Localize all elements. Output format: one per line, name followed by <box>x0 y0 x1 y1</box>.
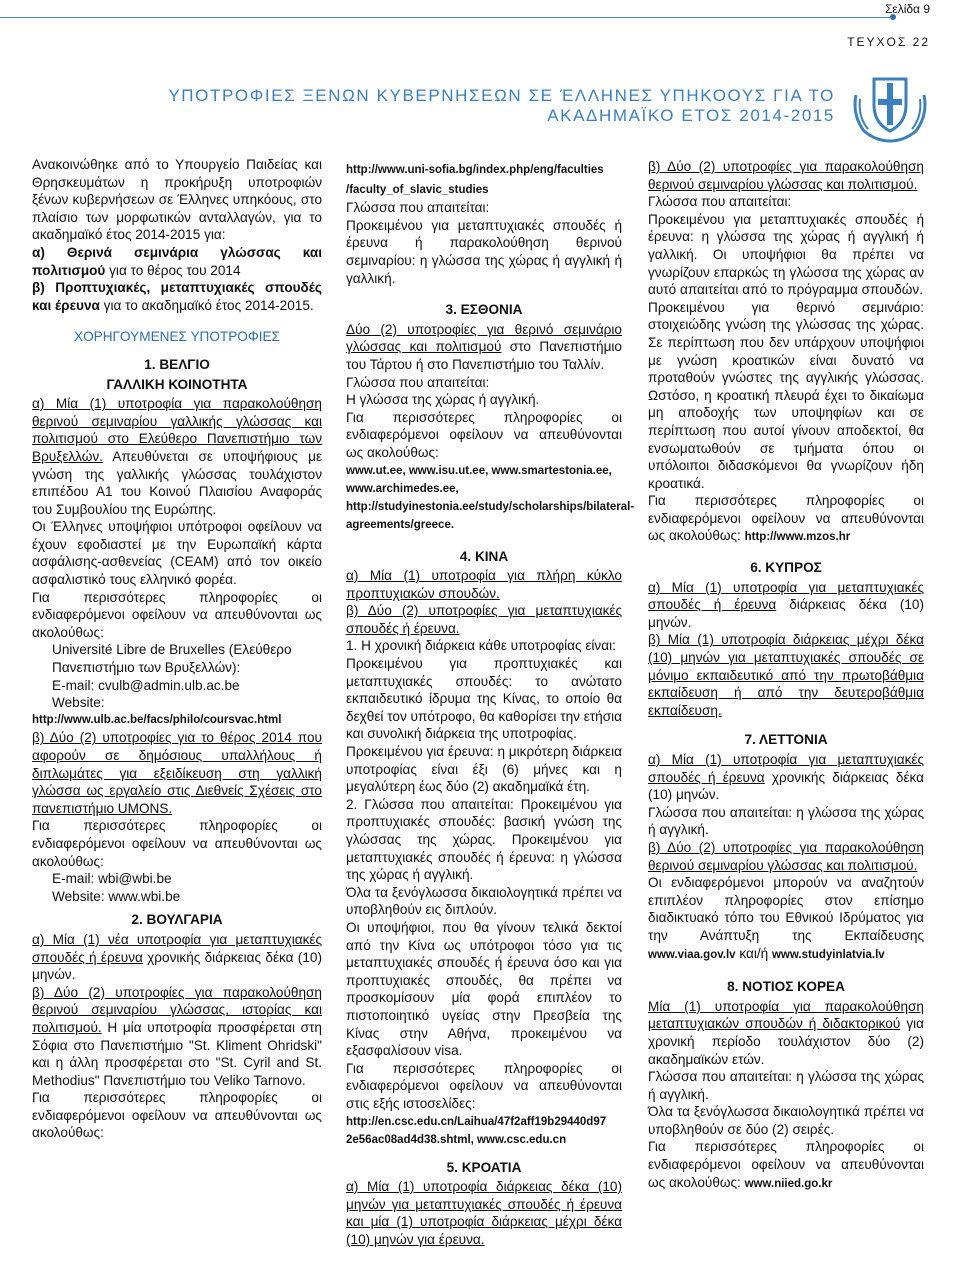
estonia-lang-label: Γλώσσα που απαιτείται: <box>346 374 490 390</box>
page-title-line2: ΑΚΑΔΗΜΑΪΚΟ ΕΤΟΣ 2014-2015 <box>547 106 835 125</box>
section-subtitle-french-community: ΓΑΛΛΙΚΗ ΚΟΙΝΟΤΗΤΑ <box>106 376 248 392</box>
china-paragraph-1: 1. Η χρονική διάρκεια κάθε υποτροφίας είναι: <box>346 638 616 654</box>
china-paragraph-3: Προκειμένου για έρευνα: η μικρότερη διάρκεια υποτροφίας είναι έξι (6) μήνες και η μεγαλύτερη έως δύο (2) ακαδημαϊκά έτη. <box>346 744 622 795</box>
section-title-estonia: 3. ΕΣΘΟΝΙΑ <box>445 302 523 318</box>
latvia-url-1[interactable]: www.viaa.gov.lv <box>648 948 736 961</box>
croatia-paragraph-3: Για περισσότερες πληροφορίες οι ενδιαφερόμενοι οφείλουν να απευθύνονται ως ακολούθως: http://www.mzos.hr <box>648 493 924 544</box>
croatia-item-a: α) Μία (1) υποτροφία διάρκειας δέκα (10) μηνών για μεταπτυχιακές σπουδές ή έρευνα και μία (1) υποτροφία διάρκειας μέχρι δέκα (10) μηνών για έρευνα. <box>346 1179 622 1247</box>
estonia-urls[interactable]: www.ut.ee, www.isu.ut.ee, www.smartestonia.ee, www.archimedes.ee, http://studyinestonia.ee/study/scholarships/bilateral-agreements/greece. <box>346 464 635 531</box>
sofia-url-1[interactable]: http://www.uni-sofia.bg/index.php/eng/faculties <box>346 164 604 176</box>
section-title-bulgaria: 2. ΒΟΥΛΓΑΡΙΑ <box>131 912 223 928</box>
estonia-more-info: Για περισσότερες πληροφορίες οι ενδιαφερόμενοι οφείλουν να απευθύνονται ως ακολούθως: <box>346 409 622 460</box>
page-title-line1: ΥΠΟΤΡΟΦΙΕΣ ΞΕΝΩΝ ΚΥΒΕΡΝΗΣΕΩΝ ΣΕ ΈΛΛΗΝΕΣ ΥΠΗΚΟΟΥΣ ΓΙΑ ΤΟ <box>168 86 835 105</box>
belgium-contact-university: Université Libre de Bruxelles (Ελεύθερο Πανεπιστήμιο των Βρυξελλών): <box>52 642 292 676</box>
section-title-china: 4. ΚΙΝΑ <box>459 548 509 564</box>
belgium-contact-website-2: Website: www.wbi.be <box>52 888 181 904</box>
croatia-lang-label: Γλώσσα που απαιτείται: <box>648 194 792 210</box>
intro-text: Ανακοινώθηκε από το Υπουργείο Παιδείας και Θρησκευμάτων η προκήρυξη υποτροφιών ξένων κυβερνήσεων σε Έλληνες υπηκόους, στο πλαίσιο των μορφωτικών ανταλλαγών, για το ακαδημαϊκό έτος 2014-2015 για: <box>32 157 322 243</box>
china-urls[interactable]: http://en.csc.edu.cn/Laihua/47f2aff19b29440d97 2e56ac08ad4d38.shtml, www.csc.edu.cn <box>346 1115 607 1146</box>
china-item-a: α) Μία (1) υποτροφία για πλήρη κύκλο προπτυχιακών σπουδών. <box>346 568 622 601</box>
section-title-cyprus: 6. ΚΥΠΡΟΣ <box>750 560 822 576</box>
bulgaria-item-a: α) Μία (1) νέα υποτροφία για μεταπτυχιακές σπουδές ή έρευνα χρονικής διάρκειας δέκα (10) μηνών. <box>32 931 322 983</box>
croatia-paragraph-2: Προκειμένου για θερινό σεμινάριο: στοιχειώδης γνώση της γλώσσας της χώρας. Σε περίπτωση που δεν υπάρχουν υποψήφιοι με γνώση κροατικών είναι δυνατό να προταθούν γνώστες της αγγλικής γλώσσας. Ωστόσο, η κροατική πλευρά έχει το δικαίωμα μη αποδοχής των υποψηφίων και σε περίπτωση που αυτοί γίνουν αποδεκτοί, θα ενσωματωθούν σε τμήματα όπου οι υπόλοιποι διδασκόμενοι θα γνωρίζουν ήδη κροατικά. <box>648 299 924 491</box>
china-paragraph-7: Για περισσότερες πληροφορίες οι ενδιαφερόμενοι οφείλουν να απευθύνονται στις εξής ιστοσελίδες: <box>346 1060 622 1111</box>
sofia-url-2[interactable]: /faculty_of_slavic_studies <box>346 183 489 196</box>
section-title-croatia: 5. ΚΡΟΑΤΙΑ <box>446 1159 522 1175</box>
cyprus-item-b: β) Μία (1) υποτροφία διάρκειας μέχρι δέκα (10) μηνών για μεταπτυχιακές σπουδές σε μόνιμο εκπαιδευτικό από την πρωτοβάθμια εκπαίδευση ή από την δευτεροβάθμια εκπαίδευση. <box>648 632 924 718</box>
belgium-contact-email: E-mail: cvulb@admin.ulb.ac.be <box>52 677 240 693</box>
korea-paragraph-2: Για περισσότερες πληροφορίες οι ενδιαφερόμενοι οφείλουν να απευθύνονται ως ακολούθως: www.niied.go.kr <box>648 1139 924 1190</box>
china-paragraph-4: 2. Γλώσσα που απαιτείται: Προκειμένου για προπτυχιακές σπουδές: βασική γνώση της γλώσσας της χώρας. Προκειμένου για μεταπτυχιακές σπουδές ή έρευνα: η γλώσσα της χώρας ή αγγλική. <box>346 796 622 883</box>
bulgaria-item-b: β) Δύο (2) υποτροφίες για παρακολούθηση θερινού σεμιναρίου γλώσσας, ιστορίας και πολιτισμού. Η μία υποτροφία προσφέρεται στη Σόφια στο Πανεπιστήμιο "St. Kliment Ohridski" και η άλλη προσφέρεται στο "St. Cyril and St. Methodius" Πανεπιστήμιο του Veliko Tarnovo. <box>32 984 322 1088</box>
column-1 <box>32 156 322 1142</box>
croatia-item-b: β) Δύο (2) υποτροφίες για παρακολούθηση θερινού σεμιναρίου γλώσσας και πολιτισμού. <box>648 159 924 192</box>
lang-required-label: Γλώσσα που απαιτείται: <box>346 200 490 216</box>
section-title-south-korea: 8. ΝΟΤΙΟΣ ΚΟΡΕΑ <box>727 979 845 995</box>
intro-item-a: α) Θερινά σεμινάρια γλώσσας και πολιτισμού για το θέρος του 2014 <box>32 244 322 278</box>
column-2 <box>346 162 635 1248</box>
bulgaria-paragraph: Για περισσότερες πληροφορίες οι ενδιαφερόμενοι οφείλουν να απευθύνονται ως ακολούθως: <box>32 1090 322 1141</box>
estonia-item: Δύο (2) υποτροφίες για θερινό σεμινάριο γλώσσας και πολιτισμού στο Πανεπιστήμιο του Τάρτου ή στο Πανεπιστήμιο του Ταλλίν. <box>346 321 622 372</box>
belgium-item-a: α) Μία (1) υποτροφία για παρακολούθηση θερινού σεμιναρίου γαλλικής γλώσσας και πολιτισμού στο Ελεύθερο Πανεπιστήμιο των Βρυξελλών. Απευθύνεται σε υποψήφιους με γνώση της γαλλικής γλώσσας τουλάχιστον επιπέδου Α1 του Κοινού Πλαισίου Αναφοράς του Συμβουλίου της Ευρώπης. <box>32 396 322 517</box>
belgium-item-b: β) Δύο (2) υποτροφίες για το θέρος 2014 που αφορούν σε δημόσιους υπαλλήλους ή διπλωμάτες για εξειδίκευση στη γαλλική γλώσσα ως εργαλείο στις Διεθνείς Σχέσεις στο πανεπιστήμιο UMONS. <box>32 730 322 816</box>
china-paragraph-6: Οι υποψήφιοι, που θα γίνουν τελικά δεκτοί από την Κίνα ως υπότροφοι τόσο για τις μεταπτυχιακές σπουδές ή έρευνα όσο και για προπτυχιακές σπουδές, θα πρέπει να προσκομίσουν μία φορά επιπλέον το πιστοποιητικό υγείας στην Πρεσβεία της Κίνας στην Αθήνα, προκειμένου να εξασφαλίσουν visa. <box>346 919 622 1059</box>
korea-item: Μία (1) υποτροφία για παρακολούθηση μεταπτυχιακών σπουδών ή διδακτορικού για χρονική περίοδο τουλάχιστον δύο (2) ακαδημαϊκών ετών. <box>648 998 925 1067</box>
korea-url[interactable]: www.niied.go.kr <box>744 1177 833 1190</box>
belgium-paragraph-3: Για περισσότερες πληροφορίες οι ενδιαφερόμενοι οφείλουν να απευθύνονται ως ακολούθως: <box>32 589 322 640</box>
china-paragraph-2: Προκειμένου για προπτυχιακές και μεταπτυχιακές σπουδές: το ανώτατο εκπαιδευτικό ίδρυμα της Κίνας, το οποίο θα δεχθεί τον υπότροφο, θα καθορίσει την ετήσια και συνολική διάρκεια της υποτροφίας. <box>346 656 622 742</box>
china-item-b: β) Δύο (2) υποτροφίες για μεταπτυχιακές σπουδές ή έρευνα. <box>346 603 622 636</box>
latvia-url-2[interactable]: www.studyinlatvia.lv <box>771 948 885 961</box>
header-rule <box>0 0 960 20</box>
belgium-contact-website-link[interactable]: http://www.ulb.ac.be/facs/philo/coursvac.html <box>32 713 282 726</box>
section-title-latvia: 7. ΛΕΤΤΟΝΙΑ <box>744 732 828 748</box>
belgium-paragraph-2: Οι Έλληνες υποψήφιοι υπότροφοι οφείλουν να έχουν εφοδιαστεί με την Ευρωπαϊκή κάρτα ασφάλισης-ασθενείας (CEAM) από τον οικείο ασφαλιστικό τους ελληνικό φορέα. <box>32 519 322 588</box>
croatia-paragraph-1: Προκειμένου για μεταπτυχιακές σπουδές ή έρευνα: η γλώσσα της χώρας ή αγγλική ή γαλλική. Οι υποψήφιοι θα πρέπει να γνωρίζουν επαρκώς τη γλώσσα της χώρας αν αυτό απαιτείται από το πρόγραμμα σπουδών. <box>648 211 924 298</box>
cyprus-item-a: α) Μία (1) υποτροφία για μεταπτυχιακές σπουδές ή έρευνα διάρκειας δέκα (10) μηνών. <box>648 579 924 630</box>
section-title-belgium: 1. ΒΕΛΓΙΟ <box>144 356 210 372</box>
scholarships-heading: ΧΟΡΗΓΟΥΜΕΝΕΣ ΥΠΟΤΡΟΦΙΕΣ <box>74 329 280 345</box>
latvia-language: Γλώσσα που απαιτείται: η γλώσσα της χώρας ή αγγλική. <box>648 804 924 838</box>
greek-emblem-icon <box>850 75 930 143</box>
page-label: Σελίδα 9 <box>884 2 930 16</box>
korea-paragraph-1: Όλα τα ξενόγλωσσα δικαιολογητικά πρέπει να υποβληθούν σε δύο (2) σειρές. <box>648 1104 924 1137</box>
bulgaria-language: Προκειμένου για μεταπτυχιακές σπουδές ή έρευνα ή παρακολούθηση θερινού σεμιναρίου: η γλώσσα της χώρας ή αγγλική ή γαλλική. <box>346 217 622 286</box>
belgium-contact-website-label: Website: <box>52 695 105 711</box>
latvia-paragraph: Οι ενδιαφερόμενοι μπορούν να αναζητούν επιπλέον πληροφορίες στον επίσημο διαδικτυακό τόπο του Εθνικού Ιδρύματος για την Ανάπτυξη της Εκπαίδευσης www.viaa.gov.lv και/ή www.studyinlatvia.lv <box>648 875 924 961</box>
latvia-item-b: β) Δύο (2) υποτροφίες για παρακολούθηση θερινού σεμιναρίου γλώσσας και πολιτισμού. <box>648 839 924 873</box>
korea-language: Γλώσσα που απαιτείται: η γλώσσα της χώρας ή αγγλική. <box>648 1069 924 1102</box>
croatia-url[interactable]: http://www.mzos.hr <box>744 531 851 544</box>
estonia-language: Η γλώσσα της χώρας ή αγγλική. <box>346 392 540 408</box>
issue-label: ΤΕΥΧΟΣ 22 <box>847 35 930 49</box>
latvia-item-a: α) Μία (1) υποτροφία για μεταπτυχιακές σπουδές ή έρευνα χρονικής διάρκειας δέκα (10) μηνών. <box>648 752 924 803</box>
belgium-contact-email-2: E-mail: wbi@wbi.be <box>52 871 172 887</box>
china-paragraph-5: Όλα τα ξενόγλωσσα δικαιολογητικά πρέπει να υποβληθούν εις διπλούν. <box>346 884 622 918</box>
belgium-paragraph-4: Για περισσότερες πληροφορίες οι ενδιαφερόμενοι οφείλουν να απευθύνονται ως ακολούθως: <box>32 818 322 869</box>
column-3 <box>648 158 924 1193</box>
header-line <box>0 17 890 18</box>
intro-item-b: β) Προπτυχιακές, μεταπτυχιακές σπουδές και έρευνα για το ακαδημαϊκό έτος 2014-2015. <box>32 280 322 313</box>
